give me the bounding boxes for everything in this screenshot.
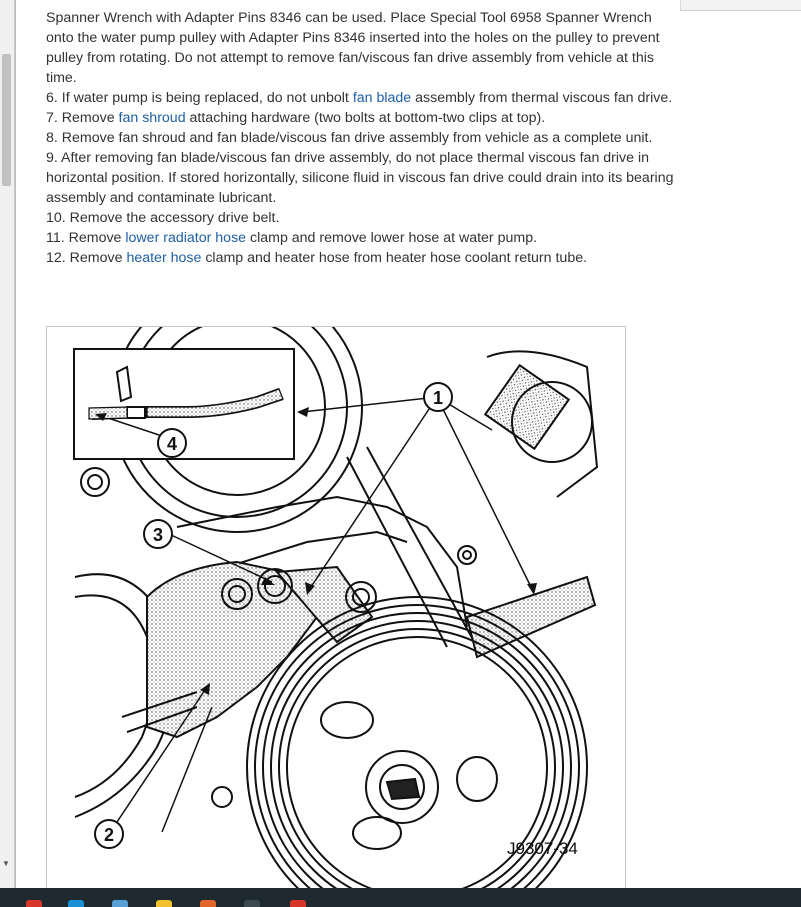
article-body <box>46 8 676 268</box>
step-7-text-end: attaching hardware (two bolts at bottom-two clips at top). <box>185 110 546 126</box>
step-12 <box>46 248 676 268</box>
step-7-text: 7. Remove <box>46 110 119 126</box>
step-7 <box>46 108 676 128</box>
svg-text:3: 3 <box>152 525 164 545</box>
step-9: 9. After removing fan blade/viscous fan drive assembly, do not place thermal viscous fan drive in horizontal position. If stored horizontally, silicone fluid in viscous fan drive could drain into its bearing assembly and contaminate lubricant. <box>46 150 674 206</box>
step-12-text: 12. Remove <box>46 250 127 266</box>
figure-water-pump <box>46 326 626 893</box>
svg-text:1: 1 <box>432 388 444 408</box>
step-12-text-end: clamp and heater hose from heater hose coolant return tube. <box>201 250 588 266</box>
callout-2 <box>95 820 123 848</box>
step-6-text: 6. If water pump is being replaced, do not unbolt <box>46 90 353 106</box>
edge-icon[interactable] <box>68 900 84 907</box>
callout-3 <box>144 520 172 548</box>
top-toolbar-fragment <box>680 0 801 11</box>
callout-4 <box>158 429 186 457</box>
step-11 <box>46 228 676 248</box>
figure-code: J9307-34 <box>507 839 578 858</box>
link-lower-radiator-hose[interactable]: lower radiator hose <box>125 230 247 246</box>
svg-text:4: 4 <box>166 434 178 454</box>
svg-text:2: 2 <box>103 825 115 845</box>
content-divider <box>15 0 16 888</box>
app-icon-red[interactable] <box>26 900 42 907</box>
link-fan-blade[interactable]: fan blade <box>352 90 412 106</box>
step-6-text-end: assembly from thermal viscous fan drive. <box>411 90 673 106</box>
paragraph-spanner: Spanner Wrench with Adapter Pins 8346 can be used. Place Special Tool 6958 Spanner Wrench onto the water pump pulley with Adapter Pins 8346 inserted into the holes on the pulley to prevent pulley from rotating. Do not attempt to remove fan/viscous fan drive assembly from vehicle at this time. <box>46 10 660 86</box>
step-11-text: 11. Remove <box>46 230 126 246</box>
callout-1 <box>424 383 452 411</box>
step-6 <box>46 88 676 108</box>
step-11-text-end: clamp and remove lower hose at water pump. <box>246 230 538 246</box>
figure-drawing <box>47 327 625 892</box>
store-icon[interactable] <box>112 900 128 907</box>
scroll-down-arrow-icon[interactable]: ▼ <box>2 859 10 868</box>
link-fan-shroud[interactable]: fan shroud <box>118 110 186 126</box>
link-heater-hose[interactable]: heater hose <box>126 250 202 266</box>
folder-icon[interactable] <box>156 900 172 907</box>
terminal-icon[interactable] <box>244 900 260 907</box>
step-10: 10. Remove the accessory drive belt. <box>46 210 280 226</box>
chrome-icon[interactable] <box>290 900 306 907</box>
step-8: 8. Remove fan shroud and fan blade/viscous fan drive assembly from vehicle as a complete unit. <box>46 130 653 146</box>
firefox-icon[interactable] <box>200 900 216 907</box>
taskbar <box>0 888 801 907</box>
scrollbar-thumb[interactable] <box>2 54 11 186</box>
scrollbar[interactable] <box>0 0 15 888</box>
